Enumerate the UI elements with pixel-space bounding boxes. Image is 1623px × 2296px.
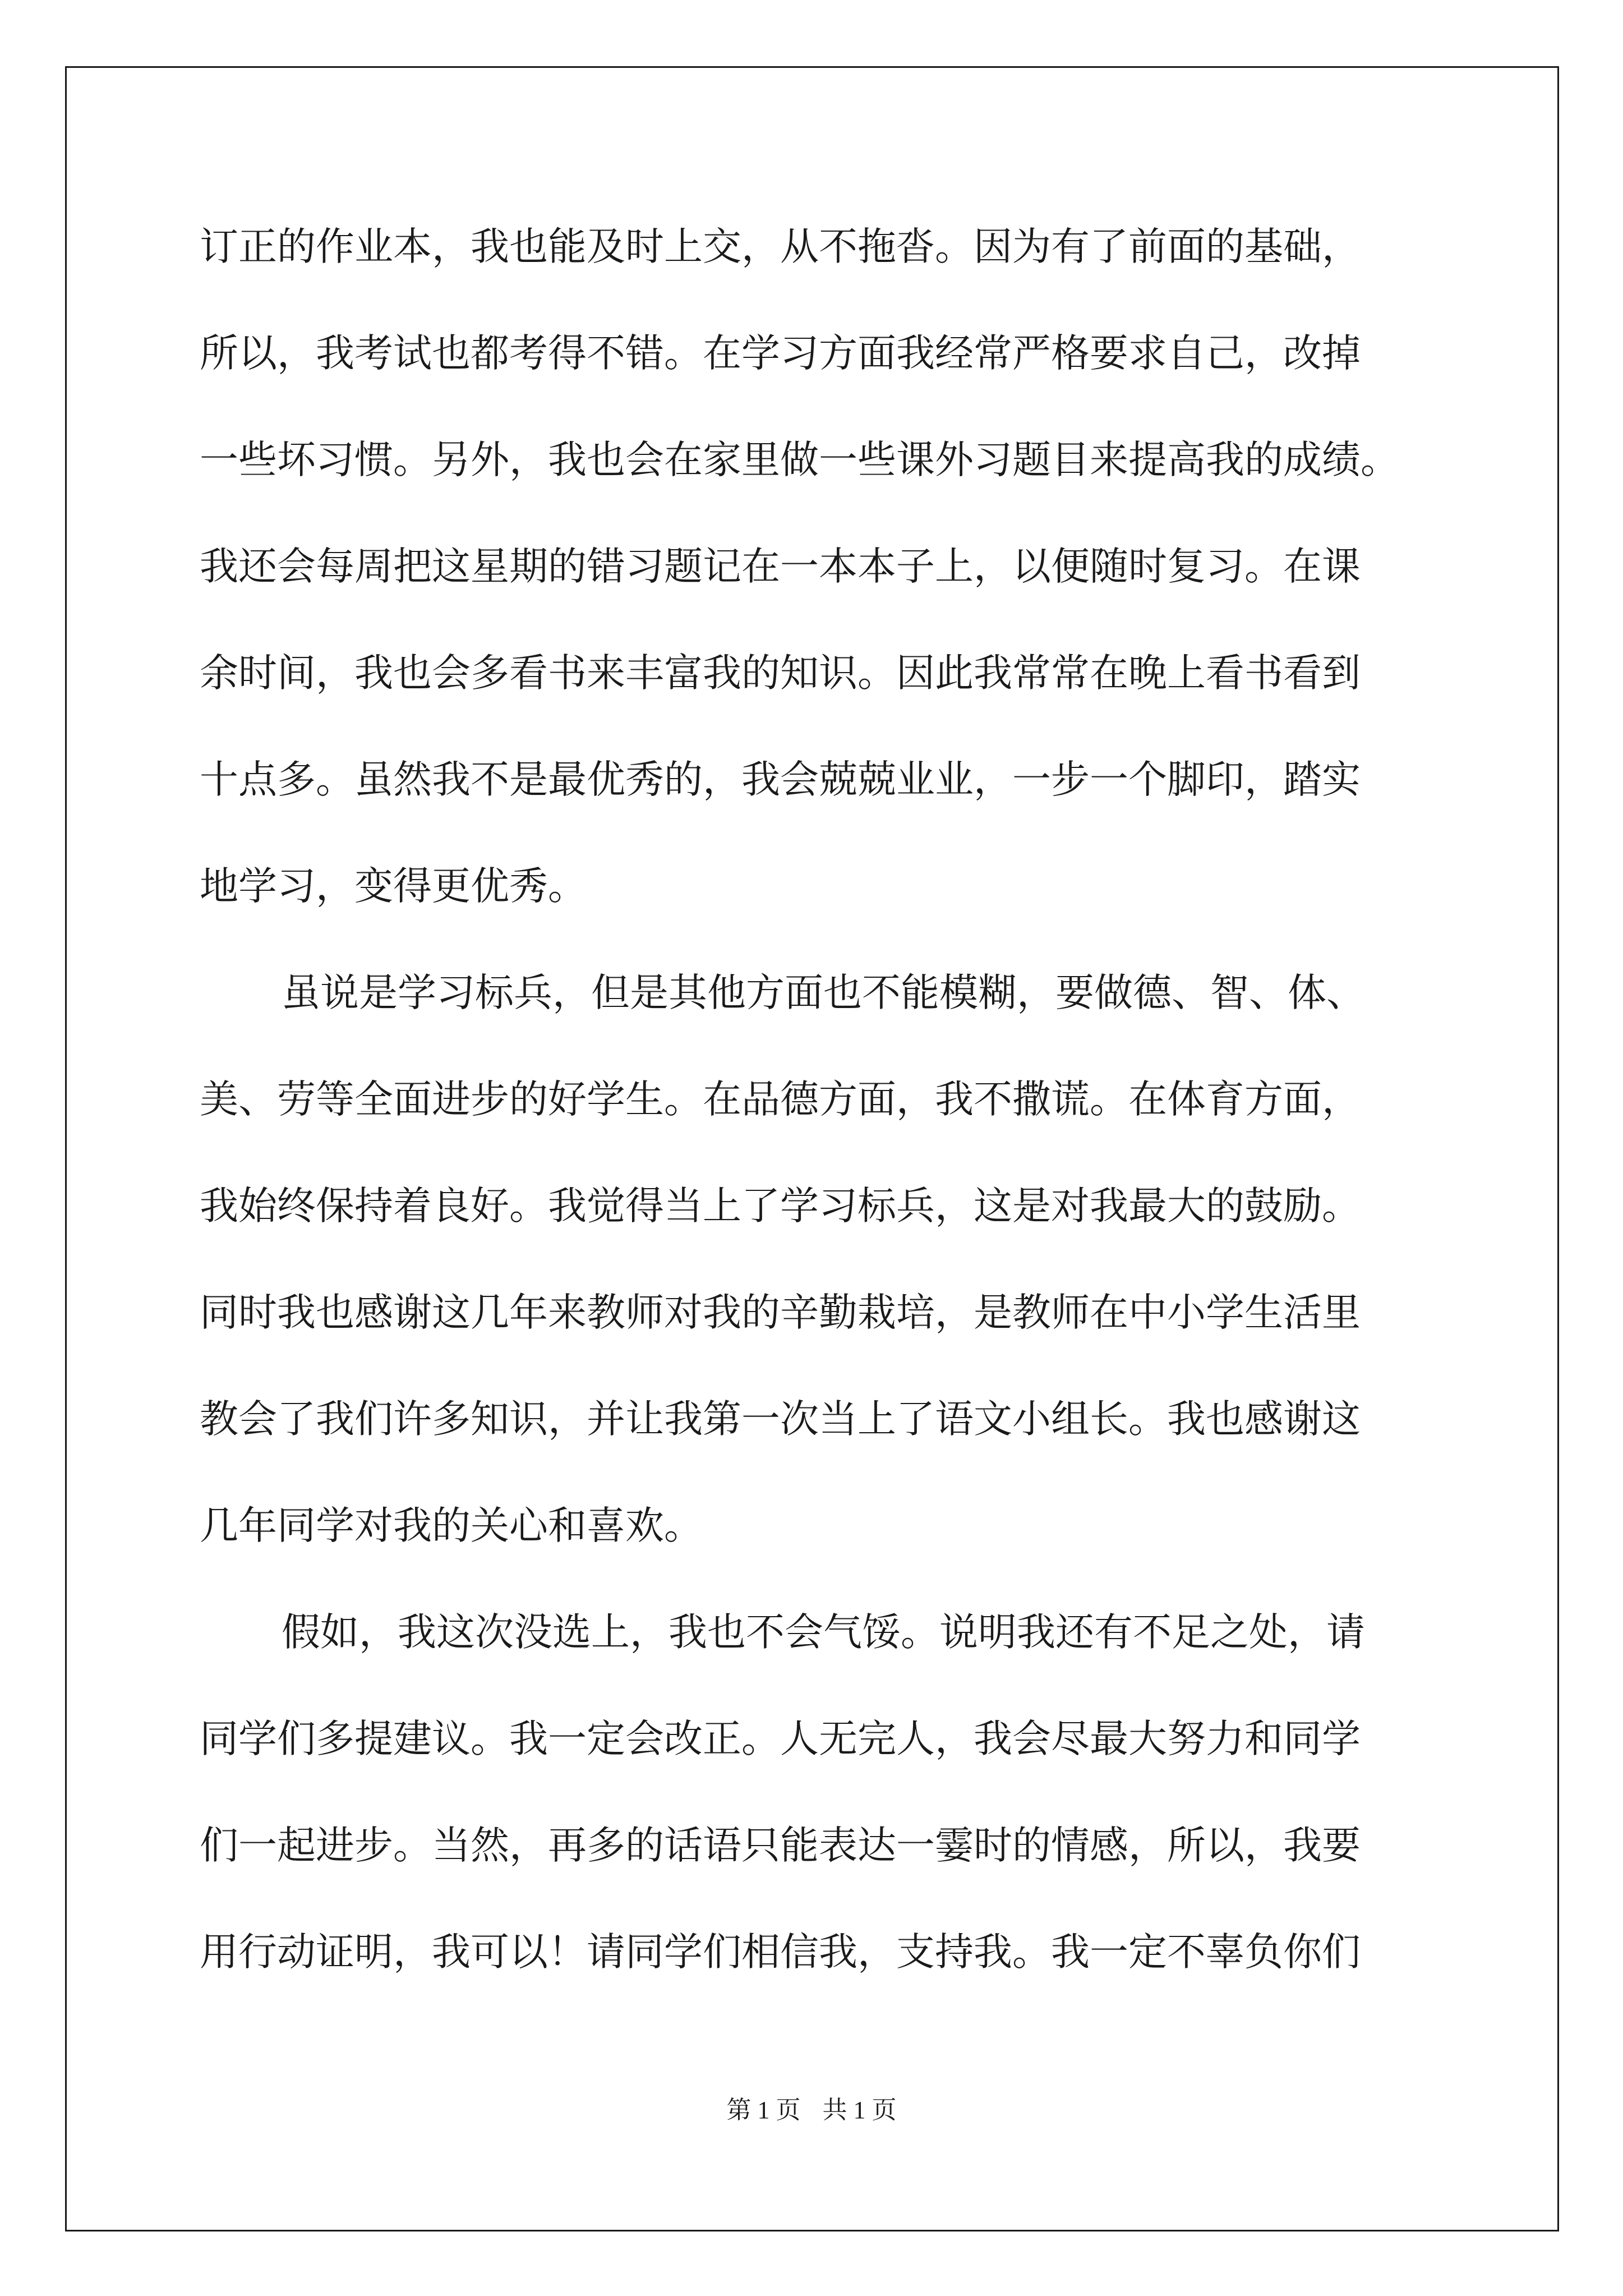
text-line: 几年同学对我的关心和喜欢。	[200, 1503, 703, 1548]
text-line: 所以，我考试也都考得不错。在学习方面我经常严格要求自己，改掉	[200, 331, 1361, 376]
text-line: 美、劳等全面进步的好学生。在品德方面，我不撒谎。在体育方面，	[200, 1077, 1361, 1122]
text-line: 同时我也感谢这几年来教师对我的辛勤栽培，是教师在中小学生活里	[200, 1290, 1361, 1335]
text-line: 们一起进步。当然，再多的话语只能表达一霎时的情感，所以，我要	[200, 1823, 1361, 1868]
paragraph-start-line: 假如，我这次没选上，我也不会气馁。说明我还有不足之处，请	[282, 1610, 1365, 1655]
text-line: 用行动证明，我可以！请同学们相信我，支持我。我一定不辜负你们	[200, 1930, 1361, 1975]
text-line: 一些坏习惯。另外，我也会在家里做一些课外习题目来提高我的成绩。	[200, 438, 1399, 482]
text-line: 地学习，变得更优秀。	[200, 864, 587, 909]
text-line: 同学们多提建议。我一定会改正。人无完人，我会尽最大努力和同学	[200, 1717, 1361, 1761]
page-number: 第 1 页	[726, 2096, 801, 2124]
text-line: 十点多。虽然我不是最优秀的，我会兢兢业业，一步一个脚印，踏实	[200, 757, 1361, 802]
page-footer	[0, 2090, 1623, 2125]
page-border	[65, 66, 1559, 2231]
paragraph-start-line: 虽说是学习标兵，但是其他方面也不能模糊，要做德、智、体、	[282, 970, 1365, 1015]
text-line: 教会了我们许多知识，并让我第一次当上了语文小组长。我也感谢这	[200, 1397, 1361, 1442]
text-line: 我始终保持着良好。我觉得当上了学习标兵，这是对我最大的鼓励。	[200, 1184, 1361, 1228]
text-line: 订正的作业本，我也能及时上交，从不拖沓。因为有了前面的基础，	[200, 224, 1361, 269]
text-line: 余时间，我也会多看书来丰富我的知识。因此我常常在晚上看书看到	[200, 651, 1361, 696]
page-total: 共 1 页	[822, 2096, 897, 2124]
text-line: 我还会每周把这星期的错习题记在一本本子上，以便随时复习。在课	[200, 544, 1361, 589]
